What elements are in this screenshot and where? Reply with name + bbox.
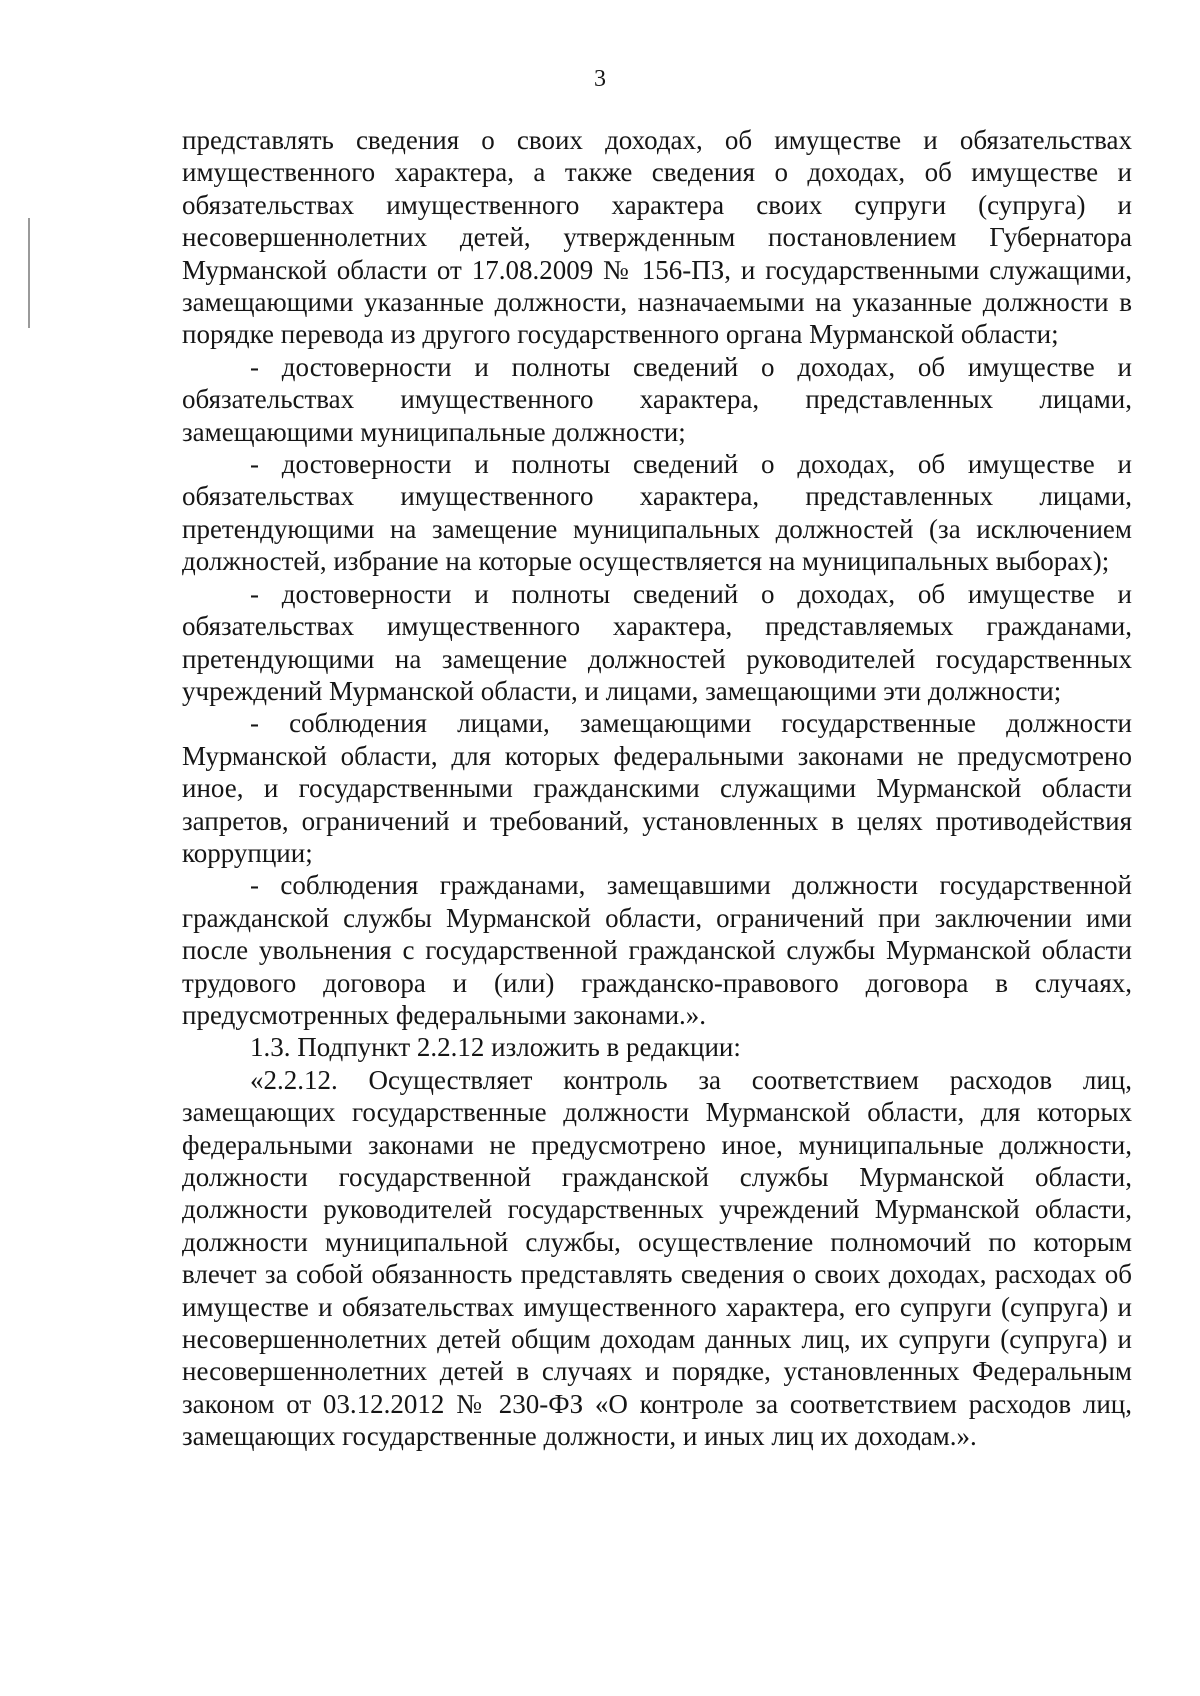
- paragraph-subclause-heading: 1.3. Подпункт 2.2.12 изложить в редакции:: [250, 1032, 741, 1063]
- paragraph-item-former-servants: - соблюдения гражданами, замещавшими должности государственной гражданской службы Мурманской области, ограничений при заключении ими после увольнения с государственной гражданской службы Мурманской области трудового договора и (или) гражданско-правового договора в случаях, предусмотренных федеральными законами.».: [182, 870, 1132, 1030]
- paragraph-item-municipal-positions: - достоверности и полноты сведений о доходах, об имуществе и обязательствах имущественного характера, представленных лицами, замещающими муниципальные должности;: [182, 351, 1132, 447]
- margin-scan-mark: [28, 218, 30, 328]
- paragraph-subclause-text: «2.2.12. Осуществляет контроль за соответствием расходов лиц, замещающих государственные должности Мурманской области, для которых федеральными законами не предусмотрено иное, муниципальные должности, должности государственной гражданской службы Мурманской области, должности руководителей государственных учреждений Мурманской области, должности муниципальной службы, осуществление полномочий по которым влечет за собой обязанность представлять сведения о своих доходах, расходах об имуществе и обязательствах имущественного характера, его супруги (супруга) и несовершеннолетних детей общим доходам данных лиц, их супруги (супруга) и несовершеннолетних детей в случаях и порядке, установленных Федеральным законом от 03.12.2012 № 230-ФЗ «О контроле за соответствием расходов лиц, замещающих государственные должности, и иных лиц их доходам.».: [182, 1064, 1132, 1452]
- paragraph-item-municipal-candidates: - достоверности и полноты сведений о доходах, об имуществе и обязательствах имущественного характера, представленных лицами, претендующими на замещение муниципальных должностей (за исключением должностей, избрание на которые осуществляется на муниципальных выборах);: [182, 449, 1132, 577]
- document-body: [182, 124, 1132, 1453]
- page-number: 3: [594, 66, 606, 92]
- paragraph-item-anticorruption: - соблюдения лицами, замещающими государственные должности Мурманской области, для которых федеральными законами не предусмотрено иное, и государственными гражданскими служащими Мурманской области запретов, ограничений и требований, установленных в целях противодействия коррупции;: [182, 708, 1132, 868]
- paragraph-item-institution-heads: - достоверности и полноты сведений о доходах, об имуществе и обязательствах имущественного характера, представляемых гражданами, претендующими на замещение должностей руководителей государственных учреждений Мурманской области, и лицами, замещающими эти должности;: [182, 578, 1132, 706]
- paragraph-continuation: представлять сведения о своих доходах, об имуществе и обязательствах имущественного характера, а также сведения о доходах, об имуществе и обязательствах имущественного характера своих супруги (супруга) и несовершеннолетних детей, утвержденным постановлением Губернатора Мурманской области от 17.08.2009 № 156-ПЗ, и государственными служащими, замещающими указанные должности, назначаемыми на указанные должности в порядке перевода из другого государственного органа Мурманской области;: [182, 125, 1132, 350]
